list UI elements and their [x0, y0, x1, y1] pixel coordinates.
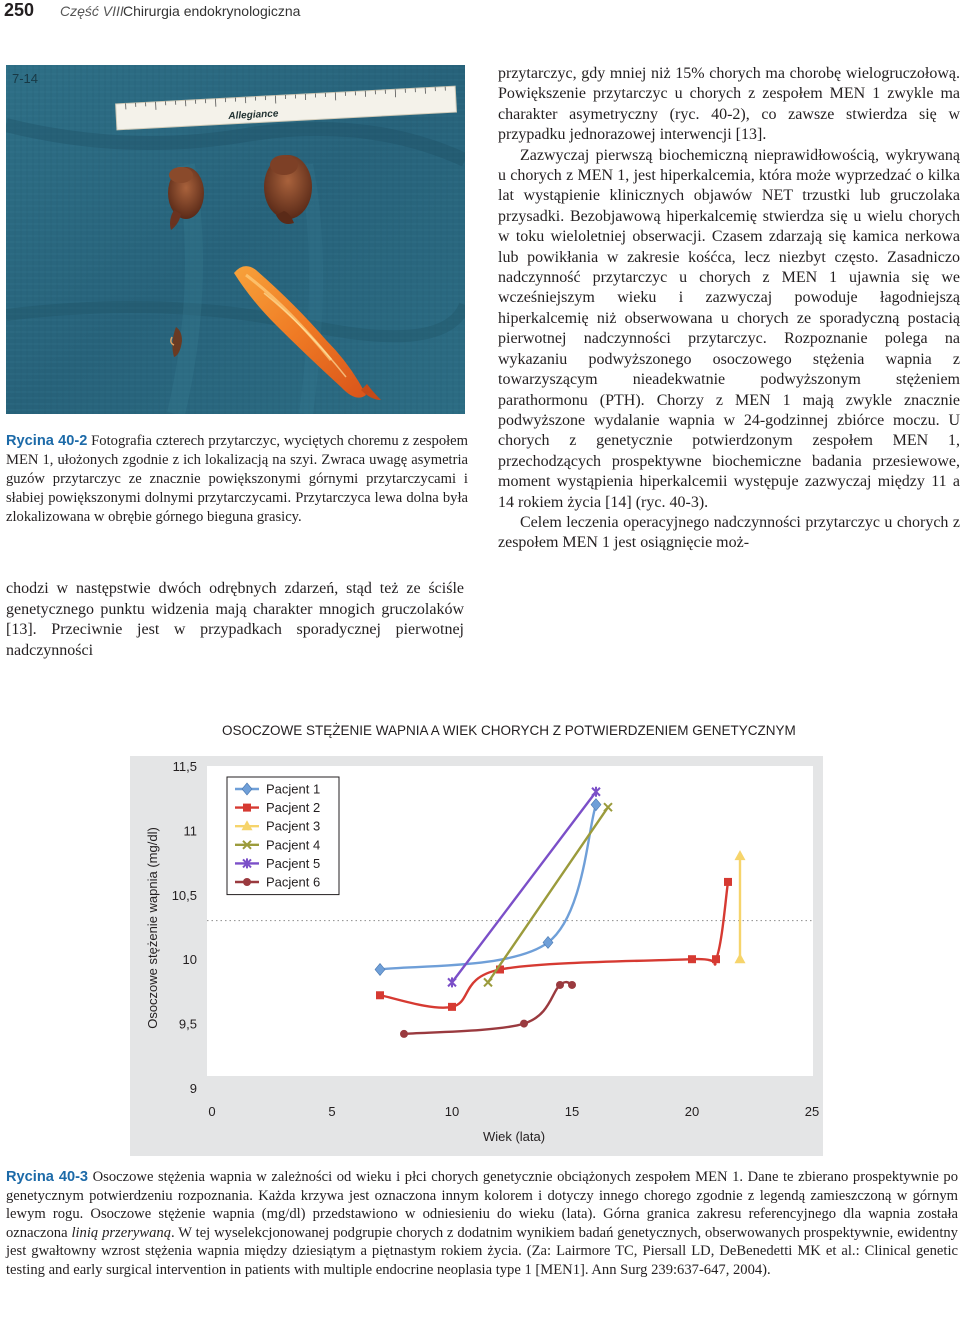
x-tick-label: 0	[208, 1104, 216, 1119]
y-tick-label: 9,5	[178, 1016, 197, 1032]
y-tick-label: 10	[182, 952, 197, 968]
data-point-pacjent-2	[376, 991, 384, 999]
data-point-pacjent-2	[712, 955, 720, 963]
y-tick-label: 9	[189, 1081, 197, 1096]
legend-label-pacjent-5: Pacjent 5	[266, 855, 321, 871]
legend-label-pacjent-4: Pacjent 4	[266, 837, 321, 853]
page-header	[0, 0, 960, 24]
left-column-text: chodzi w następstwie dwóch odrębnych zdarzeń, stąd też ze ściśle genetycznego punktu widzenia mają charakter mnogich gruczolaków [13]. Przeciwnie jest w przypadkach sporadycznej pierwotnej nadczynności	[6, 580, 464, 659]
figure-40-3-label: Rycina 40-3	[6, 1169, 89, 1185]
data-point-pacjent-2	[688, 955, 696, 963]
data-point-pacjent-6	[520, 1020, 528, 1028]
photo-corner-label: 7-14	[12, 71, 39, 86]
calcium-age-chart	[130, 720, 830, 1165]
section-title: Chirurgia endokrynologiczna	[123, 3, 301, 19]
data-point-pacjent-6	[556, 981, 564, 989]
legend-label-pacjent-2: Pacjent 2	[266, 800, 321, 816]
part-label: Część VIII	[60, 3, 124, 19]
legend-label-pacjent-3: Pacjent 3	[266, 818, 321, 834]
legend-label-pacjent-1: Pacjent 1	[266, 781, 321, 797]
right-column-text	[498, 64, 960, 554]
figure-40-2-caption	[6, 432, 468, 527]
x-tick-label: 15	[564, 1104, 580, 1119]
data-point-pacjent-6	[400, 1030, 408, 1038]
chart-svg	[130, 720, 830, 1160]
x-tick-label: 5	[328, 1104, 336, 1119]
ruler-brand-text: Allegiance	[228, 108, 279, 123]
y-axis-label: Osoczowe stężenie wapnia (mg/dl)	[145, 827, 160, 1029]
page-number: 250	[4, 0, 35, 20]
legend-swatch-marker	[243, 804, 251, 812]
figure-40-3-text: Osoczowe stężenia wapnia w zależności od wieku i płci chorych genetycznie obciążonych zespołem MEN 1. Dane te zbierano prospektywnie po genetycznym potwierdzeniu rozpoznania. Każda krzywa jest oznaczona innym kolorem i dotyczy innego chorego zgodnie z legendą zamieszczoną w górnym lewym rogu. Osoczowe stężenie wapnia (mg/dl) przedstawiono w odniesieniu do wieku (lata). Górna granica zakresu referencyjnego dla wapnia została oznaczona	[6, 1169, 959, 1241]
legend-label-pacjent-6: Pacjent 6	[266, 874, 321, 890]
parathyroid-photo	[6, 65, 465, 414]
figure-40-3-text-after: . W tej wyselekcjonowanej podgrupie chorych z dodatnim wynikiem badań genetycznych, obserwowanych prospektywnie, ewidentny jest gwałtowny wzrost stężenia wapnia między dziesiątym a piętnastym rokiem życia. (Za: Lairmore TC, Piersall LD, DeBenedetti MK et al.: Clinical genetic testing and early surgical intervention in patients with multiple endocrine neoplasia type 1 [MEN1]. Ann Surg 239:637-647, 2004).	[6, 1224, 958, 1278]
paragraph-1: przytarczyc, gdy mniej niż 15% chorych ma chorobę wielogruczołową. Powiększenie przytarczyc u chorych z zespołem MEN 1 zwykle ma charakter asymetryczny (ryc. 40-2), co zawsze stwierdza się w przypadku jednorazowej interwencji [13].	[498, 65, 960, 144]
surgical-specimen-photo-icon	[6, 65, 465, 414]
x-axis-label: Wiek (lata)	[482, 1129, 546, 1144]
x-tick-label: 25	[804, 1104, 820, 1119]
data-point-pacjent-2	[724, 878, 732, 886]
chart-title: OSOCZOWE STĘŻENIE WAPNIA A WIEK CHORYCH Z POTWIERDZENIEM GENETYCZNYM	[222, 723, 796, 738]
y-tick-label: 11	[183, 823, 197, 839]
figure-40-2-text: Fotografia czterech przytarczyc, wyciętych choremu z zespołem MEN 1, ułożonych zgodnie z ich lokalizacją na szyi. Zwraca uwagę asymetria guzów przytarczyc ze znacznie powiększonymi górnymi przytarczycami i słabiej powiększonymi dolnymi przytarczycami. Przytarczyca lewa dolna była zlokalizowana w obrębie górnego bieguna grasicy.	[6, 433, 468, 525]
paragraph-3: Celem leczenia operacyjnego nadczynności przytarczyc u chorych z zespołem MEN 1 jest osiągnięcie moż-	[498, 513, 960, 552]
data-point-pacjent-6	[568, 981, 576, 989]
x-tick-label: 10	[444, 1104, 460, 1119]
data-point-pacjent-2	[448, 1003, 456, 1011]
figure-40-3-italic: linią przerywaną	[71, 1224, 171, 1241]
x-tick-label: 20	[684, 1104, 700, 1119]
y-tick-label: 10,5	[171, 887, 197, 903]
y-tick-label: 11,5	[172, 759, 197, 774]
figure-40-3-caption	[6, 1168, 958, 1279]
figure-40-2-label: Rycina 40-2	[6, 433, 88, 449]
paragraph-2: Zazwyczaj pierwszą biochemiczną nieprawidłowością, wykrywaną u chorych z MEN 1, jest hiperkalcemia, która może wyprzedzać o kilka lat wystąpienie klinicznych objawów NET trzustki lub gruczolaka przysadki. Bezobjawową hiperkalcemię stwierdza się u wielu chorych w toku wieloletniej obserwacji. Czasem zdarzają się kamica nerkowa lub powikłania w zakresie kośćca, lecz niezbyt często. Zasadniczo nadczynność przytarczyc u chorych z MEN 1 ujawnia się we wcześniejszym wieku i zazwyczaj powoduje łagodniejszą hiperkalcemię niż obserwowana u chorych ze sporadyczną postacią pierwotnej nadczynności przytarczyc. Rozpoznanie polega na wykazaniu podwyższonego osoczowego stężenia wapnia z towarzyszącym nieadekwatnie podwyższonym stężeniem parathormonu (PTH). Chorzy z MEN 1 mają zwykle znacznie podwyższone wydalanie wapnia w 24-godzinnej zbiórce moczu. U chorych z genetycznie potwierdzonym zespołem MEN 1, przechodzących prospektywne biochemiczne badania przesiewowe, moment wystąpienia hiperkalcemii występuje zazwyczaj między 11 a 14 rokiem życia [14] (ryc. 40-3).	[498, 146, 960, 511]
legend-swatch-marker	[243, 878, 251, 886]
